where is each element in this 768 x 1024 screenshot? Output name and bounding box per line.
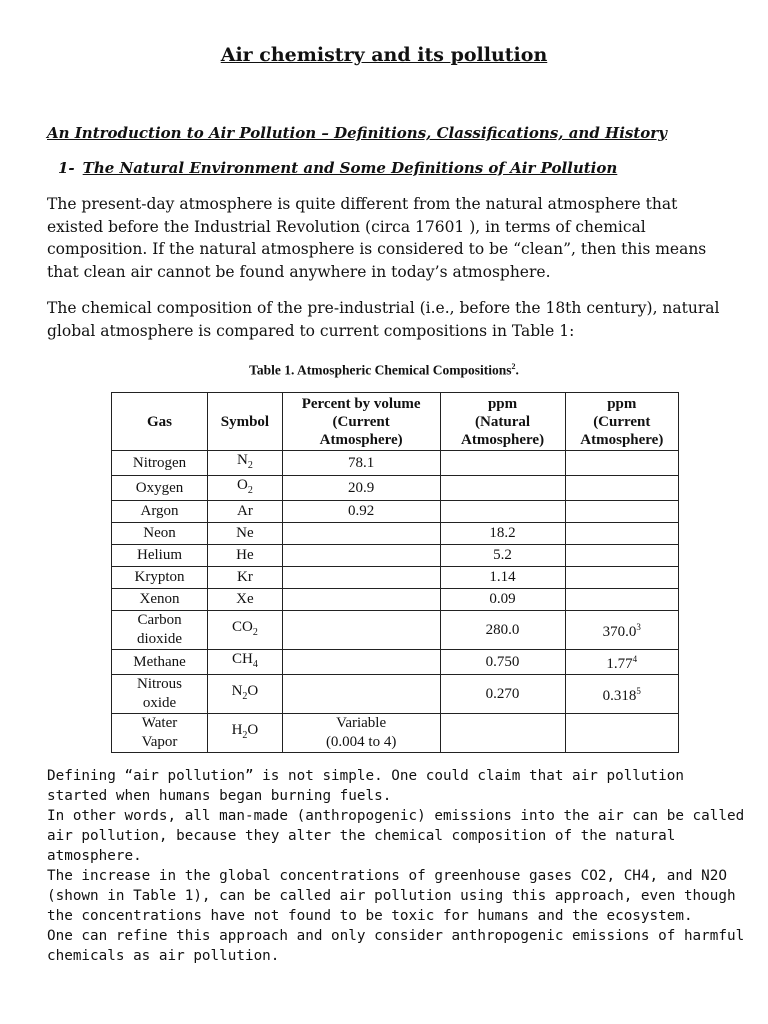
- cell-symbol: [208, 611, 283, 650]
- symbol-subscript: 2: [242, 730, 248, 741]
- cell-ppm-natural: [440, 714, 565, 753]
- header-ppm-natural: [440, 393, 565, 451]
- cell-symbol: [208, 714, 283, 753]
- current-value: 370.0: [602, 624, 637, 640]
- cell-gas: Methane: [112, 650, 208, 675]
- cell-ppm-natural: 5.2: [440, 545, 565, 567]
- cell-gas: Helium: [112, 545, 208, 567]
- subsection-heading: [58, 159, 617, 177]
- cell-ppm-natural: 18.2: [440, 523, 565, 545]
- cell-ppm-current: [565, 567, 678, 589]
- cell-ppm-current: [565, 545, 678, 567]
- symbol-subscript: 2: [247, 485, 253, 496]
- table-caption-text: Table 1. Atmospheric Chemical Compositions: [249, 362, 512, 378]
- cell-ppm-current: [565, 650, 678, 675]
- percent-line: (0.004 to 4): [325, 734, 397, 750]
- cell-percent: [282, 714, 440, 753]
- paragraph-line: Defining “air pollution” is not simple. One could claim that air pollution started when humans began burning fuels.: [47, 768, 684, 804]
- footnote-ref: 3: [636, 622, 641, 632]
- gas-name-line: Carbon: [137, 612, 182, 628]
- subsection-number: 1-: [58, 159, 75, 177]
- cell-gas: Oxygen: [112, 476, 208, 501]
- header-percent-line: Percent by volume: [301, 395, 421, 412]
- gas-name-line: Water: [141, 715, 178, 731]
- cell-percent: [282, 675, 440, 714]
- table-row: [112, 567, 679, 589]
- cell-ppm-natural: 280.0: [440, 611, 565, 650]
- cell-percent: [282, 545, 440, 567]
- cell-ppm-current: [565, 611, 678, 650]
- cell-gas: Xenon: [112, 589, 208, 611]
- percent-line: Variable: [336, 715, 387, 731]
- cell-symbol: [208, 476, 283, 501]
- cell-percent: [282, 611, 440, 650]
- cell-symbol: Kr: [208, 567, 283, 589]
- cell-ppm-current: [565, 714, 678, 753]
- symbol-tail: O: [247, 683, 259, 699]
- gas-name-line: Nitrous: [137, 676, 183, 692]
- symbol-subscript: 2: [252, 627, 258, 638]
- header-natural-line: ppm: [487, 395, 518, 412]
- symbol-base: CO: [232, 619, 253, 635]
- header-ppm-current: [565, 393, 678, 451]
- cell-percent: [282, 650, 440, 675]
- table-row: [112, 545, 679, 567]
- symbol-subscript: 2: [247, 460, 253, 471]
- header-current-line: (Current: [593, 413, 651, 430]
- table-caption: [0, 362, 768, 379]
- header-percent-line: (Current: [332, 413, 390, 430]
- current-value: 1.77: [606, 656, 633, 672]
- cell-ppm-natural: [440, 476, 565, 501]
- gas-name-line: dioxide: [137, 631, 183, 647]
- header-natural-line: (Natural: [475, 413, 531, 430]
- symbol-tail: O: [247, 722, 259, 738]
- cell-ppm-natural: 0.750: [440, 650, 565, 675]
- header-symbol: Symbol: [208, 393, 283, 451]
- header-percent: [282, 393, 440, 451]
- cell-gas: [112, 675, 208, 714]
- cell-ppm-current: [565, 476, 678, 501]
- cell-ppm-natural: [440, 451, 565, 476]
- cell-gas: Neon: [112, 523, 208, 545]
- symbol-subscript: 2: [242, 691, 248, 702]
- paragraph-defining-pollution: [47, 766, 747, 866]
- table-row: [112, 650, 679, 675]
- cell-gas: [112, 714, 208, 753]
- cell-ppm-current: [565, 675, 678, 714]
- cell-ppm-current: [565, 451, 678, 476]
- cell-percent: [282, 567, 440, 589]
- table-row: [112, 589, 679, 611]
- cell-percent: [282, 523, 440, 545]
- composition-table: [111, 392, 679, 753]
- table-row: [112, 501, 679, 523]
- cell-percent: 20.9: [282, 476, 440, 501]
- cell-ppm-natural: 0.270: [440, 675, 565, 714]
- table-row: [112, 476, 679, 501]
- paragraph-greenhouse-gases: [47, 866, 747, 966]
- subsection-title: The Natural Environment and Some Definitions of Air Pollution: [82, 159, 618, 177]
- symbol-base: N: [231, 683, 243, 699]
- table-row: [112, 523, 679, 545]
- header-natural-line: Atmosphere): [461, 431, 545, 448]
- paragraph-line: In other words, all man-made (anthropogenic) emissions into the air can be called air pollution, because they alter the chemical composition of the natural atmosphere.: [47, 808, 745, 864]
- cell-ppm-current: [565, 523, 678, 545]
- table-caption-footnote: 2: [511, 362, 516, 371]
- cell-percent: 78.1: [282, 451, 440, 476]
- footnote-ref: 4: [632, 654, 638, 664]
- cell-symbol: [208, 675, 283, 714]
- cell-symbol: Ne: [208, 523, 283, 545]
- table-row: [112, 714, 679, 753]
- gas-name-line: Vapor: [141, 734, 178, 750]
- cell-gas: Argon: [112, 501, 208, 523]
- cell-gas: [112, 611, 208, 650]
- table-caption-period: .: [515, 362, 519, 378]
- current-value: 0.318: [602, 688, 637, 704]
- header-percent-line: Atmosphere): [319, 431, 403, 448]
- header-current-line: ppm: [607, 395, 637, 412]
- cell-percent: [282, 589, 440, 611]
- header-current-line: Atmosphere): [580, 431, 664, 448]
- table-header-row: [112, 393, 679, 451]
- symbol-base: N: [237, 452, 248, 468]
- header-gas: Gas: [112, 393, 208, 451]
- cell-ppm-current: [565, 501, 678, 523]
- document-title: Air chemistry and its pollution: [220, 44, 548, 66]
- cell-symbol: [208, 451, 283, 476]
- section-heading: An Introduction to Air Pollution – Definitions, Classifications, and History: [47, 124, 667, 142]
- paragraph-line: The increase in the global concentrations of greenhouse gases CO2, CH4, and N2O (shown in Table 1), can be called air pollution using this approach, even though the concentrations have not found to be toxic for humans and the ecosystem.: [47, 868, 736, 924]
- paragraph-atmosphere: The present-day atmosphere is quite different from the natural atmosphere that existed before the Industrial Revolution (circa 17601 ), in terms of chemical composition. If the natural atmosphere is considered to be “clean”, then this means that clean air cannot be found anywhere in today’s atmosphere.: [47, 195, 707, 281]
- table-row: [112, 451, 679, 476]
- table-row: [112, 675, 679, 714]
- paragraph-composition: The chemical composition of the pre-industrial (i.e., before the 18th century), natural global atmosphere is compared to current compositions in Table 1:: [47, 299, 720, 340]
- paragraph-line: One can refine this approach and only consider anthropogenic emissions of harmful chemicals as air pollution.: [47, 928, 745, 964]
- symbol-subscript: 4: [252, 659, 258, 670]
- cell-gas: Nitrogen: [112, 451, 208, 476]
- cell-symbol: Xe: [208, 589, 283, 611]
- footnote-ref: 5: [636, 686, 641, 696]
- cell-ppm-natural: 0.09: [440, 589, 565, 611]
- cell-percent: 0.92: [282, 501, 440, 523]
- cell-ppm-current: [565, 589, 678, 611]
- symbol-base: H: [231, 722, 243, 738]
- cell-symbol: Ar: [208, 501, 283, 523]
- cell-symbol: [208, 650, 283, 675]
- cell-ppm-natural: [440, 501, 565, 523]
- symbol-base: CH: [232, 651, 253, 667]
- cell-gas: Krypton: [112, 567, 208, 589]
- cell-symbol: He: [208, 545, 283, 567]
- table-row: [112, 611, 679, 650]
- gas-name-line: oxide: [142, 695, 177, 711]
- cell-ppm-natural: 1.14: [440, 567, 565, 589]
- symbol-base: O: [237, 477, 248, 493]
